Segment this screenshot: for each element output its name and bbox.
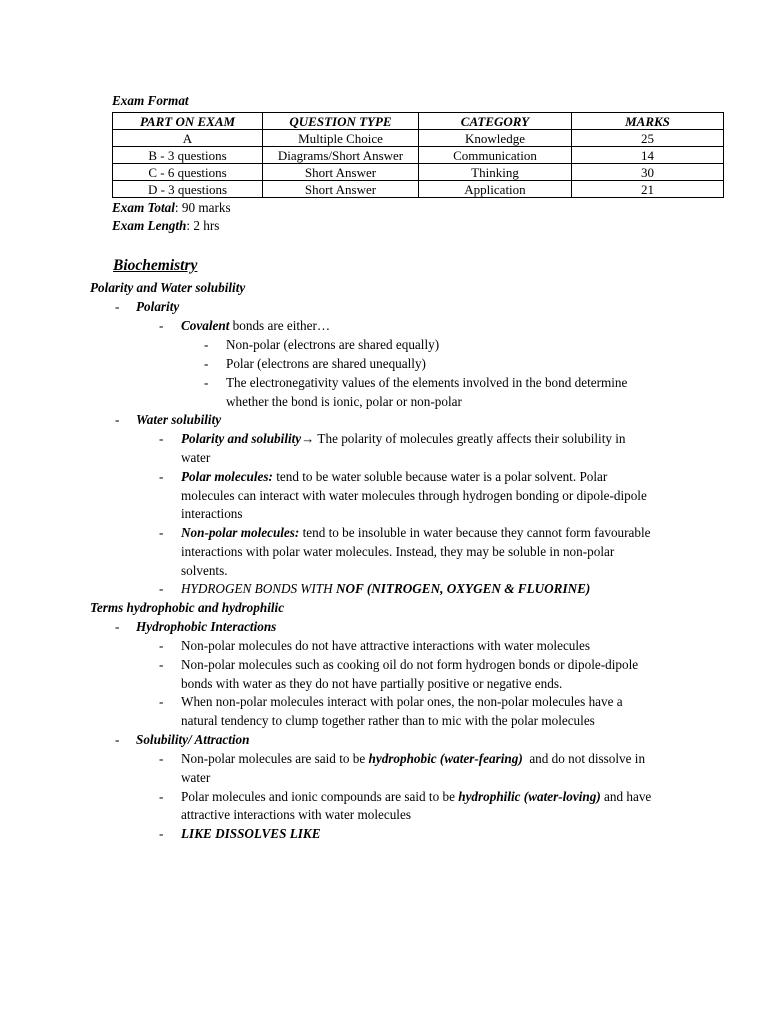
bullet-dash: - — [204, 356, 209, 371]
list-item-continued: interactions with polar water molecules. Instead, they may be soluble in non-polar — [181, 544, 615, 559]
bullet-dash: - — [159, 751, 164, 766]
solubility-label: Solubility/ Attraction — [136, 732, 250, 747]
list-item: Non-polar molecules do not have attractive interactions with water molecules — [181, 638, 591, 653]
bullet-dash: - — [159, 638, 164, 653]
list-item — [181, 469, 607, 485]
list-item-continued: molecules can interact with water molecules through hydrogen bonding or dipole-dipole — [181, 488, 647, 503]
list-item: When non-polar molecules interact with polar ones, the non-polar molecules have a — [181, 694, 623, 709]
bullet-dash: - — [204, 375, 209, 390]
table-cell: Short Answer — [263, 181, 419, 198]
table-header-row — [113, 113, 724, 130]
bullet-dash: - — [159, 657, 164, 672]
item-text: Non-polar molecules are said to be — [181, 751, 369, 766]
list-item: Non-polar molecules such as cooking oil do not form hydrogen bonds or dipole-dipole — [181, 657, 639, 672]
bullet-dash: - — [159, 469, 164, 484]
column-header: PART ON EXAM — [113, 113, 263, 130]
list-item — [181, 431, 626, 447]
list-item — [181, 789, 651, 805]
subheading-terms: Terms hydrophobic and hydrophilic — [90, 600, 285, 615]
list-item — [181, 581, 590, 597]
column-header: MARKS — [572, 113, 724, 130]
hydrophobic-label: Hydrophobic Interactions — [136, 619, 277, 634]
list-item — [181, 318, 330, 334]
list-item-continued: attractive interactions with water molecules — [181, 807, 411, 822]
list-item-continued: solvents. — [181, 563, 228, 578]
list-item-continued: water — [181, 770, 211, 785]
table-cell: Multiple Choice — [263, 130, 419, 147]
bullet-dash: - — [159, 525, 164, 540]
list-item-continued: interactions — [181, 506, 243, 521]
list-item — [181, 751, 645, 767]
item-text: and do not dissolve in — [522, 751, 646, 766]
list-item: LIKE DISSOLVES LIKE — [181, 826, 321, 841]
item-text: → The polarity of molecules greatly affects their solubility in — [301, 431, 626, 446]
emphasis-text: Covalent — [181, 318, 230, 333]
table-row — [113, 164, 724, 181]
emphasis-text: hydrophilic (water-loving) — [458, 789, 601, 804]
subheading-polarity-water: Polarity and Water solubility — [90, 280, 246, 295]
table-cell: Short Answer — [263, 164, 419, 181]
item-text: HYDROGEN BONDS WITH — [181, 581, 336, 596]
exam-length — [112, 218, 219, 234]
bullet-dash: - — [115, 732, 120, 747]
table-cell: 25 — [572, 130, 724, 147]
table-cell: Knowledge — [419, 130, 572, 147]
column-header: CATEGORY — [419, 113, 572, 130]
table-cell: A — [113, 130, 263, 147]
table-row — [113, 130, 724, 147]
bullet-dash: - — [115, 299, 120, 314]
emphasis-text: hydrophobic (water-fearing) — [368, 751, 523, 766]
table-cell: D - 3 questions — [113, 181, 263, 198]
list-item: The electronegativity values of the elements involved in the bond determine — [226, 375, 628, 390]
list-item-continued: bonds with water as they do not have partially positive or negative ends. — [181, 676, 563, 691]
list-item-continued: whether the bond is ionic, polar or non-polar — [226, 394, 462, 409]
table-cell: Application — [419, 181, 572, 198]
list-item-continued: natural tendency to clump together rather than to mic with the polar molecules — [181, 713, 595, 728]
bullet-dash: - — [115, 412, 120, 427]
exam-total — [112, 200, 231, 216]
item-text: tend to be insoluble in water because they cannot form favourable — [299, 525, 651, 540]
exam-format-table — [112, 112, 724, 198]
bullet-dash: - — [159, 581, 164, 596]
bullet-dash: - — [159, 694, 164, 709]
bullet-dash: - — [204, 337, 209, 352]
table-cell: C - 6 questions — [113, 164, 263, 181]
table-cell: 14 — [572, 147, 724, 164]
list-item: Polar (electrons are shared unequally) — [226, 356, 426, 371]
bullet-dash: - — [159, 318, 164, 333]
table-row — [113, 181, 724, 198]
list-item: Non-polar (electrons are shared equally) — [226, 337, 440, 352]
list-item — [181, 525, 651, 541]
emphasis-text: NOF (NITROGEN, OXYGEN & FLUORINE) — [335, 581, 591, 596]
exam-total-value: : 90 marks — [174, 200, 231, 215]
bullet-dash: - — [159, 789, 164, 804]
emphasis-text: Non-polar molecules: — [181, 525, 300, 540]
list-item-continued: water — [181, 450, 211, 465]
emphasis-text: Polarity and solubility — [181, 431, 302, 446]
table-row — [113, 147, 724, 164]
table-cell: Diagrams/Short Answer — [263, 147, 419, 164]
item-text: Polar molecules and ionic compounds are said to be — [181, 789, 459, 804]
column-header: QUESTION TYPE — [263, 113, 419, 130]
exam-length-label: Exam Length — [112, 218, 187, 233]
item-text: and have — [600, 789, 652, 804]
table-cell: Thinking — [419, 164, 572, 181]
bullet-dash: - — [159, 431, 164, 446]
bullet-dash: - — [115, 619, 120, 634]
bullet-dash: - — [159, 826, 164, 841]
emphasis-text: Polar molecules: — [181, 469, 273, 484]
polarity-label: Polarity — [136, 299, 180, 314]
exam-format-title: Exam Format — [112, 93, 189, 108]
table-cell: B - 3 questions — [113, 147, 263, 164]
table-cell: 30 — [572, 164, 724, 181]
item-text: bonds are either… — [229, 318, 331, 333]
exam-length-value: : 2 hrs — [186, 218, 220, 233]
water-solubility-label: Water solubility — [136, 412, 222, 427]
section-title: Biochemistry — [113, 257, 198, 274]
table-cell: Communication — [419, 147, 572, 164]
item-text: tend to be water soluble because water is a polar solvent. Polar — [272, 469, 608, 484]
exam-total-label: Exam Total — [112, 200, 175, 215]
table-cell: 21 — [572, 181, 724, 198]
